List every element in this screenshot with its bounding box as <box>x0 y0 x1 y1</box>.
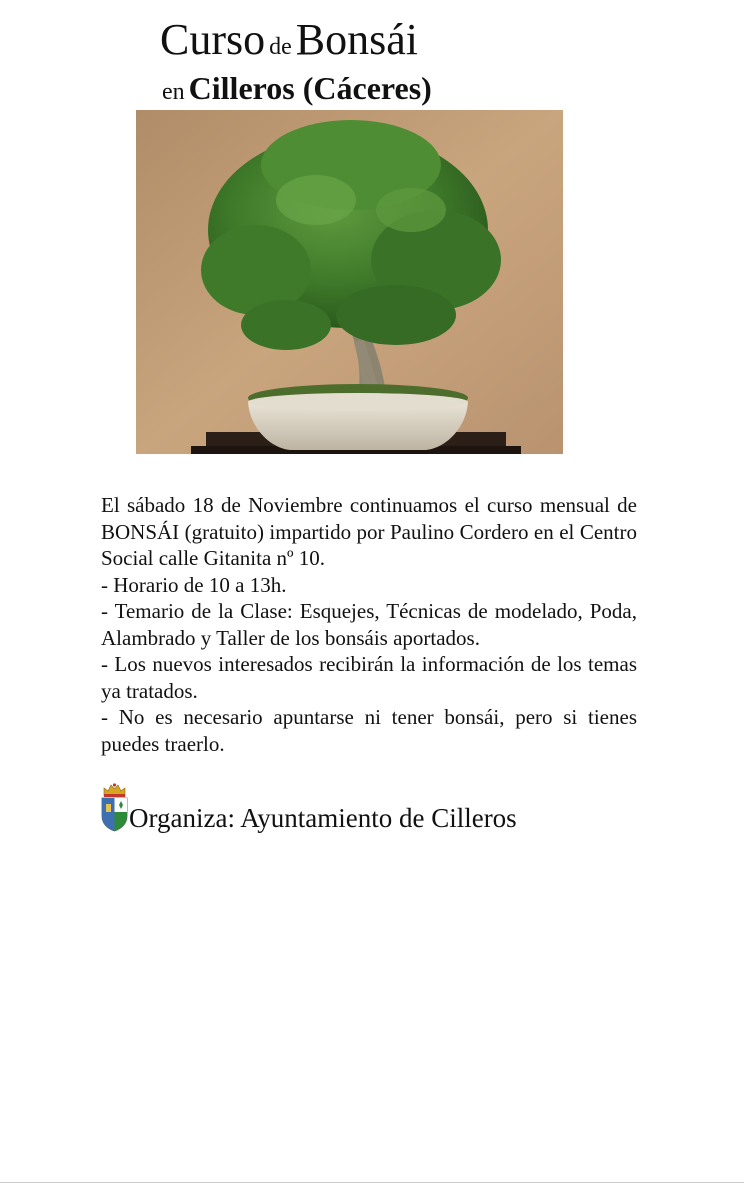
course-description <box>101 492 637 757</box>
title-location <box>162 72 432 104</box>
list-item-no-signup: - No es necesario apuntarse ni tener bonsái, pero si tienes puedes traerlo. <box>101 705 637 756</box>
list-item-newcomers: - Los nuevos interesados recibirán la información de los temas ya tratados. <box>101 652 637 703</box>
title-word-de: de <box>269 34 292 60</box>
coat-of-arms-icon <box>101 782 128 832</box>
bonsai-photo <box>136 110 563 454</box>
list-item-syllabus: - Temario de la Clase: Esquejes, Técnicas de modelado, Poda, Alambrado y Taller de los bonsáis aportados. <box>101 599 637 650</box>
title-word-bonsai: Bonsái <box>295 15 419 64</box>
title-word-curso: Curso <box>160 15 266 64</box>
title-place: Cilleros (Cáceres) <box>188 70 432 106</box>
intro-paragraph: El sábado 18 de Noviembre continuamos el curso mensual de BONSÁI (gratuito) impartido por Paulino Cordero en el Centro Social calle Gitanita nº 10. <box>101 493 637 570</box>
organizer-text: Organiza: Ayuntamiento de Cilleros <box>129 803 517 833</box>
list-item-schedule: - Horario de 10 a 13h. <box>101 572 287 597</box>
page-bottom-divider <box>0 1182 744 1183</box>
title-main <box>160 15 419 64</box>
title-prefix-en: en <box>162 79 185 105</box>
